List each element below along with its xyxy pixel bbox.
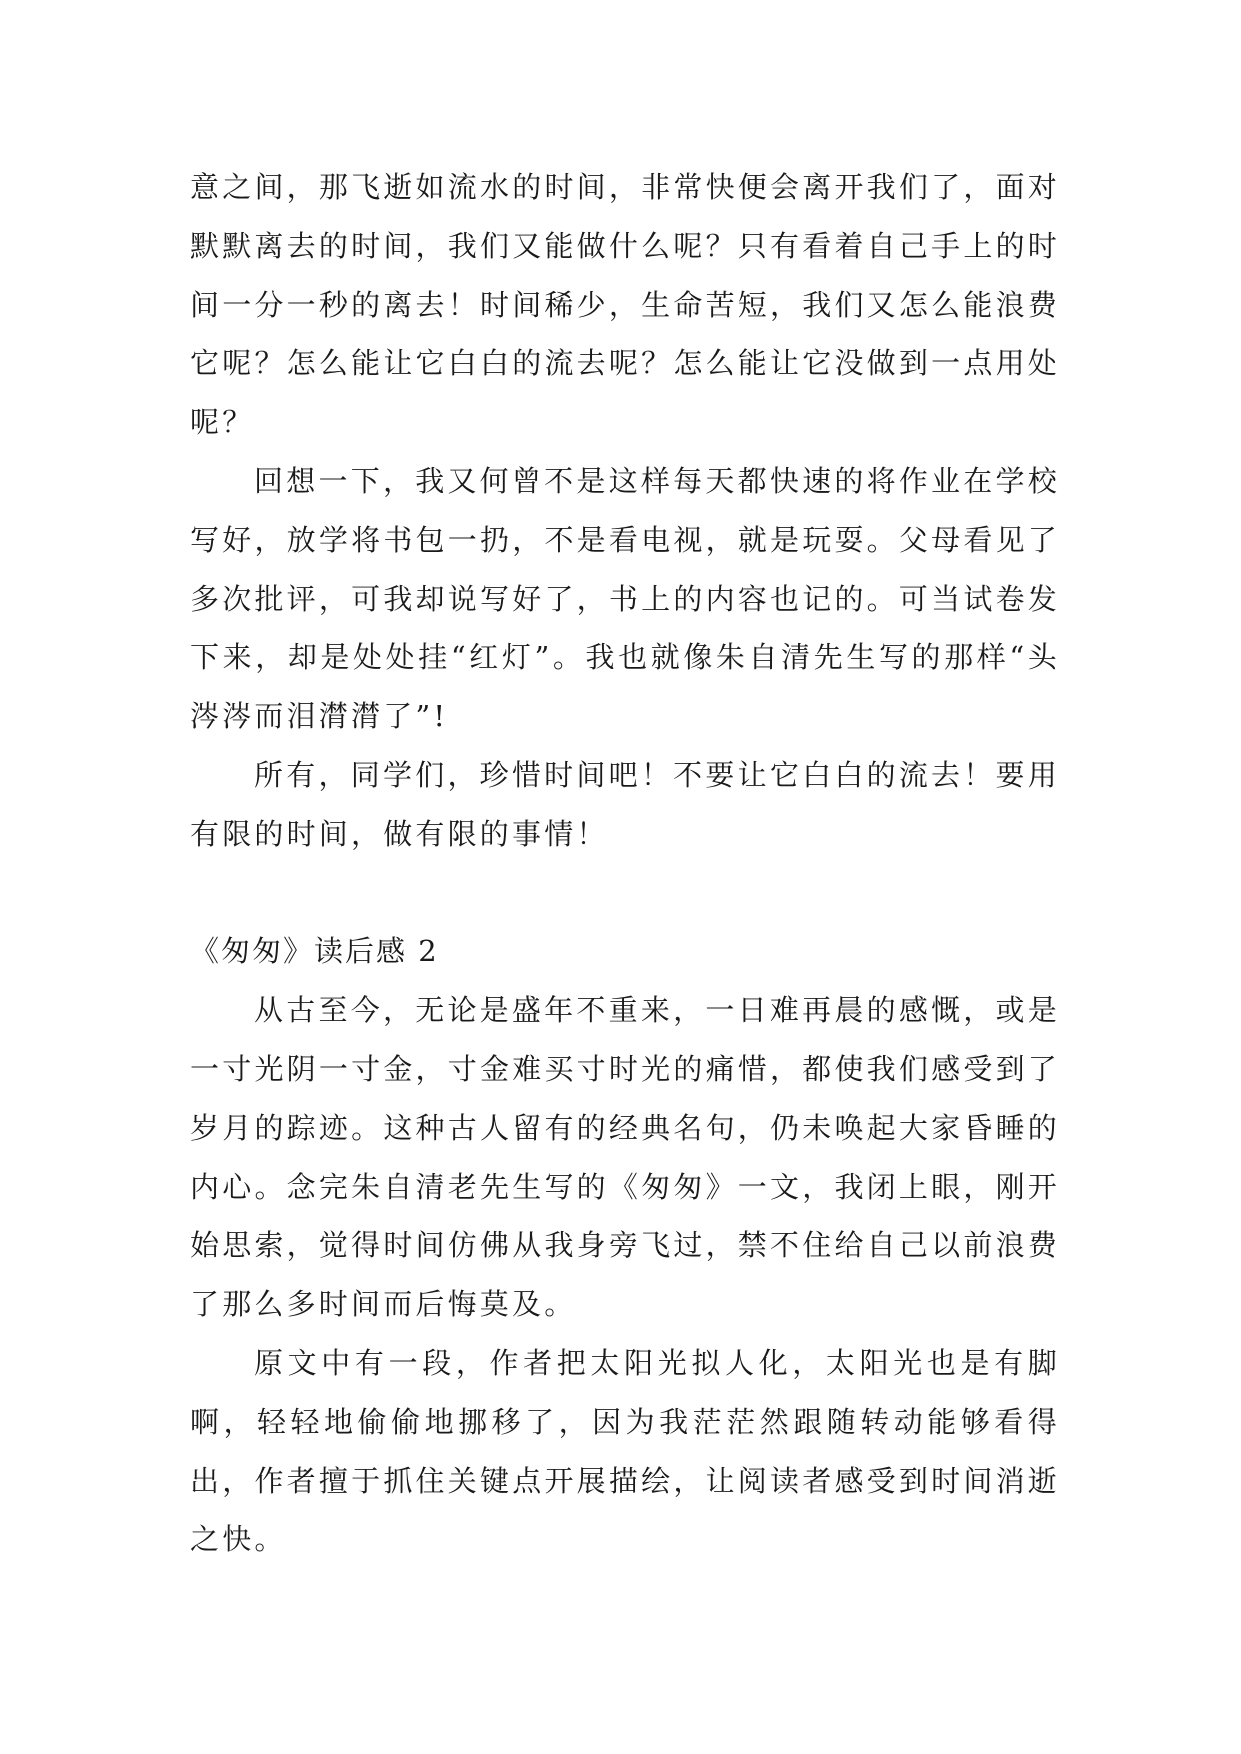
document-body (190, 158, 1060, 1569)
paragraph-intro: 从古至今，无论是盛年不重来，一日难再晨的感慨，或是一寸光阴一寸金，寸金难买寸时光的痛惜，都使我们感受到了岁月的踪迹。这种古人留有的经典名句，仍未唤起大家昏睡的内心。念完朱自清老先生写的《匆匆》一文，我闭上眼，刚开始思索，觉得时间仿佛从我身旁飞过，禁不住给自己以前浪费了那么多时间而后悔莫及。 (190, 993, 1060, 1322)
paragraph-analysis: 原文中有一段，作者把太阳光拟人化，太阳光也是有脚啊，轻轻地偷偷地挪移了，因为我茫茫然跟随转动能够看得出，作者擅于抓住关键点开展描绘，让阅读者感受到时间消逝之快。 (190, 1345, 1060, 1557)
section-title: 《匆匆》读后感 2 (190, 934, 439, 969)
paragraph-continuation: 意之间，那飞逝如流水的时间，非常快便会离开我们了，面对默默离去的时间，我们又能做什么呢？只有看着自己手上的时间一分一秒的离去！时间稀少，生命苦短，我们又怎么能浪费它呢？怎么能让它白白的流去呢？怎么能让它没做到一点用处呢？ (190, 170, 1060, 440)
paragraph-conclusion: 所有，同学们，珍惜时间吧！不要让它白白的流去！要用有限的时间，做有限的事情！ (190, 757, 1060, 851)
section-spacer (190, 864, 1060, 923)
paragraph-recollection: 回想一下，我又何曾不是这样每天都快速的将作业在学校写好，放学将书包一扔，不是看电视，就是玩耍。父母看见了多次批评，可我却说写好了，书上的内容也记的。可当试卷发下来，却是处处挂“红灯”。我也就像朱自清先生写的那样“头涔涔而泪潸潸了”! (190, 463, 1060, 734)
